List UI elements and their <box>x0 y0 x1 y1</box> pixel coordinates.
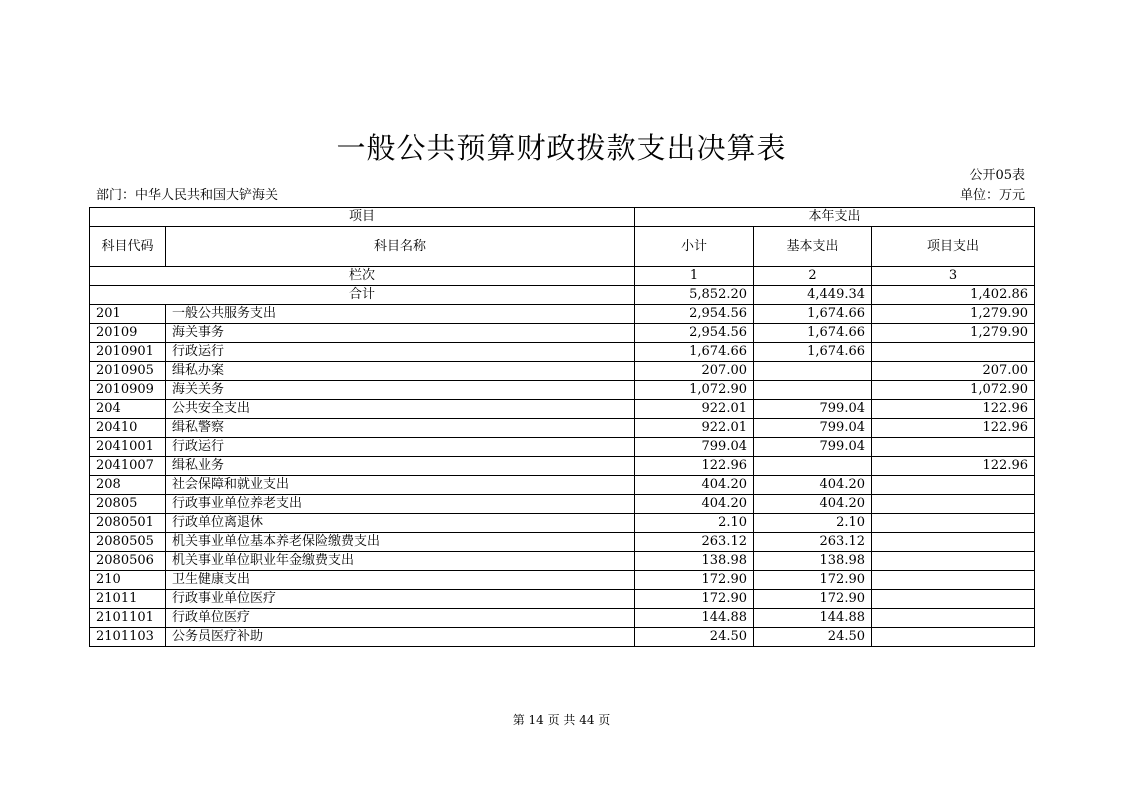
cell-subtotal: 2,954.56 <box>635 305 754 324</box>
cell-name: 公务员医疗补助 <box>166 628 635 647</box>
cell-code: 208 <box>90 476 166 495</box>
cell-name: 机关事业单位基本养老保险缴费支出 <box>166 533 635 552</box>
table-row <box>90 495 1035 514</box>
table-row <box>90 362 1035 381</box>
header-basic: 基本支出 <box>754 227 872 267</box>
cell-name: 行政单位离退休 <box>166 514 635 533</box>
row-index-col2: 2 <box>754 267 872 286</box>
cell-code: 2041001 <box>90 438 166 457</box>
total-subtotal: 5,852.20 <box>635 286 754 305</box>
table-row <box>90 400 1035 419</box>
page-footer: 第 14 页 共 44 页 <box>512 713 611 727</box>
cell-name: 行政运行 <box>166 438 635 457</box>
table-row <box>90 324 1035 343</box>
cell-name: 机关事业单位职业年金缴费支出 <box>166 552 635 571</box>
cell-code: 2080501 <box>90 514 166 533</box>
cell-project: 207.00 <box>872 362 1035 381</box>
cell-basic: 799.04 <box>754 438 872 457</box>
cell-basic: 172.90 <box>754 590 872 609</box>
cell-subtotal: 404.20 <box>635 495 754 514</box>
cell-subtotal: 122.96 <box>635 457 754 476</box>
table-row <box>90 438 1035 457</box>
table-row <box>90 571 1035 590</box>
header-row-1 <box>90 208 1035 227</box>
cell-subtotal: 263.12 <box>635 533 754 552</box>
cell-project <box>872 514 1035 533</box>
cell-basic: 138.98 <box>754 552 872 571</box>
table-row <box>90 476 1035 495</box>
table-row <box>90 457 1035 476</box>
cell-project <box>872 495 1035 514</box>
header-code: 科目代码 <box>90 227 166 267</box>
header-subtotal: 小计 <box>635 227 754 267</box>
cell-name: 公共安全支出 <box>166 400 635 419</box>
cell-basic: 799.04 <box>754 419 872 438</box>
cell-project: 122.96 <box>872 400 1035 419</box>
cell-project <box>872 590 1035 609</box>
header-name: 科目名称 <box>166 227 635 267</box>
cell-project <box>872 628 1035 647</box>
cell-basic: 404.20 <box>754 495 872 514</box>
cell-subtotal: 1,072.90 <box>635 381 754 400</box>
cell-code: 20805 <box>90 495 166 514</box>
table-row <box>90 343 1035 362</box>
table-row <box>90 628 1035 647</box>
cell-basic: 144.88 <box>754 609 872 628</box>
table-row <box>90 590 1035 609</box>
cell-basic: 1,674.66 <box>754 305 872 324</box>
header-row-2 <box>90 227 1035 267</box>
cell-basic <box>754 457 872 476</box>
cell-code: 2041007 <box>90 457 166 476</box>
table-row <box>90 381 1035 400</box>
cell-name: 行政事业单位医疗 <box>166 590 635 609</box>
cell-project: 1,072.90 <box>872 381 1035 400</box>
cell-project <box>872 552 1035 571</box>
row-index-col1: 1 <box>635 267 754 286</box>
table-row <box>90 533 1035 552</box>
cell-subtotal: 144.88 <box>635 609 754 628</box>
table-row <box>90 305 1035 324</box>
table-row <box>90 609 1035 628</box>
cell-subtotal: 138.98 <box>635 552 754 571</box>
cell-name: 行政运行 <box>166 343 635 362</box>
cell-code: 2010909 <box>90 381 166 400</box>
header-project: 项目支出 <box>872 227 1035 267</box>
cell-name: 海关关务 <box>166 381 635 400</box>
cell-code: 210 <box>90 571 166 590</box>
cell-project <box>872 343 1035 362</box>
cell-project <box>872 609 1035 628</box>
cell-project <box>872 533 1035 552</box>
total-label: 合计 <box>90 286 635 305</box>
cell-basic: 263.12 <box>754 533 872 552</box>
cell-project: 1,279.90 <box>872 324 1035 343</box>
cell-name: 缉私业务 <box>166 457 635 476</box>
cell-subtotal: 172.90 <box>635 571 754 590</box>
cell-basic: 1,674.66 <box>754 324 872 343</box>
total-project: 1,402.86 <box>872 286 1035 305</box>
cell-subtotal: 172.90 <box>635 590 754 609</box>
cell-name: 社会保障和就业支出 <box>166 476 635 495</box>
table-row <box>90 514 1035 533</box>
row-index-label: 栏次 <box>90 267 635 286</box>
total-basic: 4,449.34 <box>754 286 872 305</box>
cell-basic: 24.50 <box>754 628 872 647</box>
form-number: 公开05表 <box>969 168 1025 183</box>
cell-basic: 404.20 <box>754 476 872 495</box>
table-row <box>90 419 1035 438</box>
cell-basic: 799.04 <box>754 400 872 419</box>
cell-subtotal: 2,954.56 <box>635 324 754 343</box>
cell-name: 海关事务 <box>166 324 635 343</box>
cell-project <box>872 571 1035 590</box>
cell-subtotal: 799.04 <box>635 438 754 457</box>
cell-subtotal: 922.01 <box>635 400 754 419</box>
table-row <box>90 552 1035 571</box>
row-index-col3: 3 <box>872 267 1035 286</box>
cell-project: 122.96 <box>872 419 1035 438</box>
cell-code: 2080505 <box>90 533 166 552</box>
cell-code: 20410 <box>90 419 166 438</box>
cell-code: 20109 <box>90 324 166 343</box>
header-item: 项目 <box>90 208 635 227</box>
cell-project: 122.96 <box>872 457 1035 476</box>
cell-subtotal: 24.50 <box>635 628 754 647</box>
cell-code: 21011 <box>90 590 166 609</box>
cell-basic: 172.90 <box>754 571 872 590</box>
cell-project: 1,279.90 <box>872 305 1035 324</box>
cell-code: 204 <box>90 400 166 419</box>
unit-label: 单位：万元 <box>959 188 1025 203</box>
cell-subtotal: 404.20 <box>635 476 754 495</box>
cell-name: 缉私办案 <box>166 362 635 381</box>
cell-basic: 1,674.66 <box>754 343 872 362</box>
table-body <box>90 208 1035 647</box>
cell-basic <box>754 362 872 381</box>
cell-basic: 2.10 <box>754 514 872 533</box>
cell-name: 行政事业单位养老支出 <box>166 495 635 514</box>
header-current-year: 本年支出 <box>635 208 1035 227</box>
cell-basic <box>754 381 872 400</box>
cell-project <box>872 438 1035 457</box>
department-label: 部门：中华人民共和国大铲海关 <box>96 188 279 203</box>
cell-subtotal: 922.01 <box>635 419 754 438</box>
cell-code: 2101103 <box>90 628 166 647</box>
cell-code: 201 <box>90 305 166 324</box>
row-index-row <box>90 267 1035 286</box>
total-row <box>90 286 1035 305</box>
cell-name: 一般公共服务支出 <box>166 305 635 324</box>
cell-subtotal: 2.10 <box>635 514 754 533</box>
cell-subtotal: 1,674.66 <box>635 343 754 362</box>
cell-code: 2101101 <box>90 609 166 628</box>
cell-name: 行政单位医疗 <box>166 609 635 628</box>
cell-code: 2010905 <box>90 362 166 381</box>
page-title: 一般公共预算财政拨款支出决算表 <box>336 131 787 165</box>
cell-code: 2080506 <box>90 552 166 571</box>
cell-name: 卫生健康支出 <box>166 571 635 590</box>
cell-subtotal: 207.00 <box>635 362 754 381</box>
cell-code: 2010901 <box>90 343 166 362</box>
cell-name: 缉私警察 <box>166 419 635 438</box>
cell-project <box>872 476 1035 495</box>
budget-expenditure-table <box>89 207 1035 647</box>
